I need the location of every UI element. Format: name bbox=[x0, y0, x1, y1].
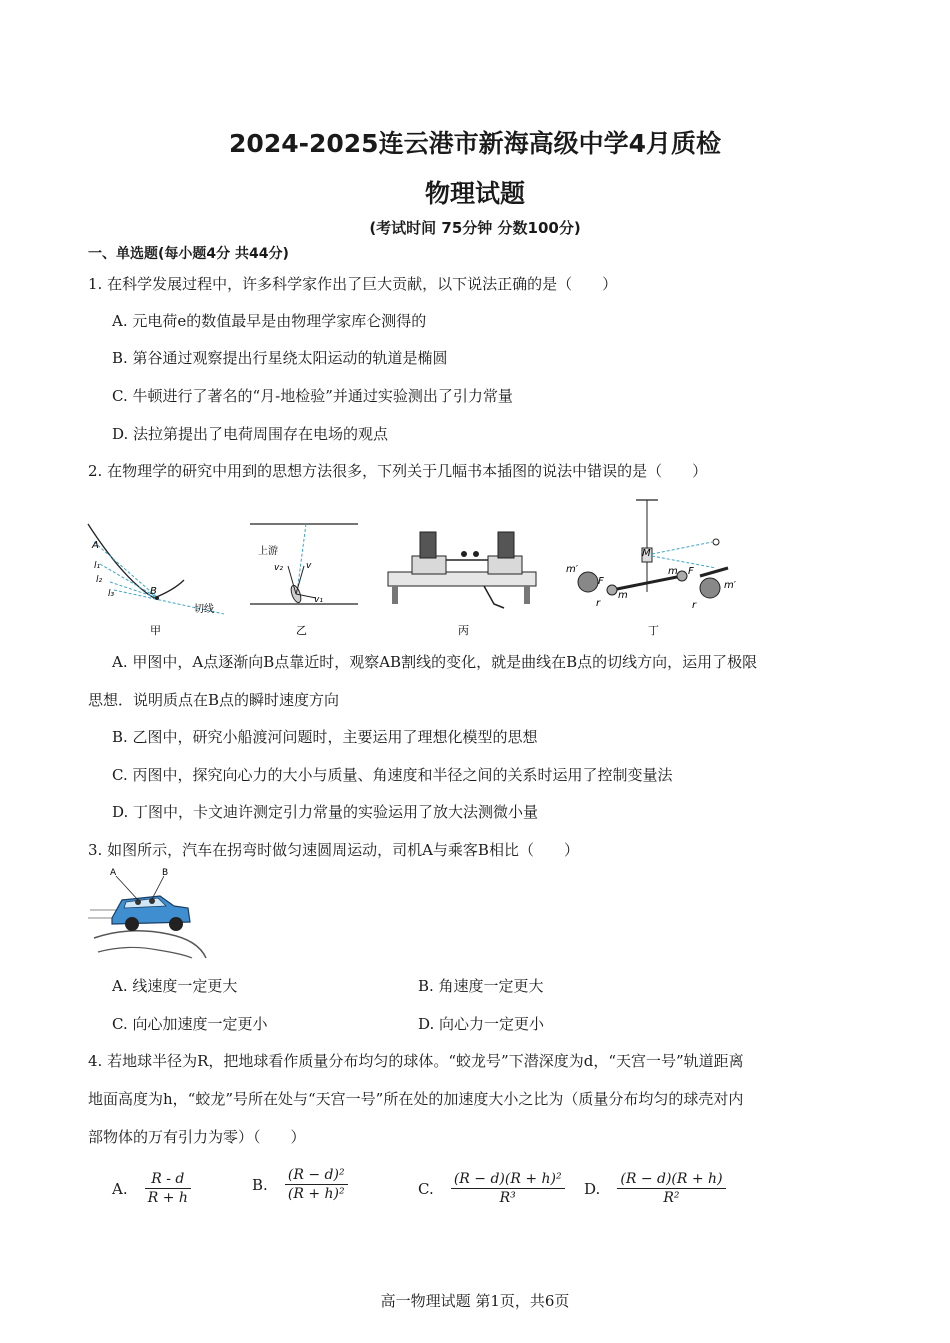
q4-option-a-denominator: R + h bbox=[147, 1190, 188, 1206]
q4-stem-line-3: 部物体的万有引力为零）（ ） bbox=[88, 1128, 306, 1146]
exam-title: 2024-2025连云港市新海高级中学4月质检 bbox=[229, 129, 721, 158]
figure-ding-caption: 丁 bbox=[648, 624, 659, 637]
q4-option-c bbox=[418, 1170, 565, 1207]
q4-option-b-fraction bbox=[285, 1166, 348, 1203]
q4-option-a-numerator: R - d bbox=[145, 1170, 191, 1189]
section-title: 一、单选题(每小题4分 共44分) bbox=[88, 246, 289, 262]
car-label-b: B bbox=[162, 868, 169, 878]
ding-label-m-prime-left: m′ bbox=[566, 564, 579, 575]
q4-option-c-fraction bbox=[451, 1170, 565, 1207]
jia-label-l3: l₃ bbox=[108, 589, 115, 599]
ding-label-r-left: r bbox=[596, 598, 601, 609]
exam-info: (考试时间 75分钟 分数100分) bbox=[369, 219, 581, 237]
q4-option-c-numerator: (R − d)(R + h)² bbox=[451, 1170, 565, 1189]
q4-option-c-label: C. bbox=[418, 1179, 434, 1198]
yi-label-v1: v₁ bbox=[314, 595, 323, 605]
q4-option-a-label: A. bbox=[112, 1179, 128, 1198]
q4-option-d-label: D. bbox=[584, 1179, 601, 1198]
q4-option-d-numerator: (R − d)(R + h) bbox=[617, 1170, 725, 1189]
ding-label-f-right: F bbox=[688, 566, 694, 577]
q1-option-b: B. 第谷通过观察提出行星绕太阳运动的轨道是椭圆 bbox=[112, 349, 448, 367]
q4-option-c-denominator: R³ bbox=[499, 1190, 516, 1206]
ding-label-f-left: F bbox=[598, 576, 604, 587]
yi-label-upstream: 上游 bbox=[258, 546, 278, 557]
q4-option-d bbox=[584, 1170, 726, 1207]
figure-car bbox=[88, 866, 210, 960]
jia-label-a: A bbox=[92, 540, 99, 551]
figure-jia-caption: 甲 bbox=[150, 624, 161, 637]
q4-option-a-fraction bbox=[145, 1170, 191, 1207]
q1-stem: 1. 在科学发展过程中，许多科学家作出了巨大贡献，以下说法正确的是（ ） bbox=[88, 275, 618, 293]
yi-label-v2: v₂ bbox=[274, 563, 283, 573]
q2-option-c: C. 丙图中，探究向心力的大小与质量、角速度和半径之间的关系时运用了控制变量法 bbox=[112, 766, 673, 784]
q1-option-d: D. 法拉第提出了电荷周围存在电场的观点 bbox=[112, 425, 389, 443]
q2-option-b: B. 乙图中，研究小船渡河问题时，主要运用了理想化模型的思想 bbox=[112, 728, 538, 746]
q3-option-c: C. 向心加速度一定更小 bbox=[112, 1015, 268, 1033]
ding-label-m-left: m bbox=[618, 590, 628, 601]
q4-option-b-label: B. bbox=[252, 1175, 268, 1194]
q4-stem-line-2: 地面高度为h，“蛟龙”号所在处与“天宫一号”所在处的加速度大小之比为（质量分布均匀的球壳对内 bbox=[88, 1090, 744, 1108]
q2-stem: 2. 在物理学的研究中用到的思想方法很多，下列关于几幅书本插图的说法中错误的是（ ） bbox=[88, 462, 708, 480]
page-footer: 高一物理试题 第1页，共6页 bbox=[380, 1292, 570, 1310]
q4-option-d-denominator: R² bbox=[663, 1190, 680, 1206]
q3-option-b: B. 角速度一定更大 bbox=[418, 977, 544, 995]
figure-jia bbox=[84, 520, 232, 642]
q4-option-a bbox=[112, 1170, 191, 1207]
jia-label-tangent: 切线 bbox=[194, 604, 214, 615]
figure-ding bbox=[560, 496, 750, 642]
q4-option-b bbox=[252, 1166, 348, 1203]
q1-option-c: C. 牛顿进行了著名的“月-地检验”并通过实验测出了引力常量 bbox=[112, 387, 513, 405]
jia-label-l2: l₂ bbox=[96, 575, 103, 585]
jia-label-b: B bbox=[150, 586, 157, 597]
figure-yi bbox=[246, 520, 362, 642]
exam-subject: 物理试题 bbox=[424, 179, 525, 208]
q3-stem: 3. 如图所示，汽车在拐弯时做匀速圆周运动，司机A与乘客B相比（ ） bbox=[88, 841, 579, 859]
q4-option-d-fraction bbox=[617, 1170, 725, 1207]
q4-option-b-denominator: (R + h)² bbox=[287, 1186, 345, 1202]
q4-option-b-numerator: (R − d)² bbox=[285, 1166, 348, 1185]
ding-label-r-right: r bbox=[692, 600, 697, 611]
ding-label-m-mirror: M bbox=[642, 548, 651, 559]
ding-label-m-prime-right: m′ bbox=[724, 580, 737, 591]
q3-option-a: A. 线速度一定更大 bbox=[112, 977, 238, 995]
figure-bing-caption: 丙 bbox=[458, 624, 469, 637]
figure-bing bbox=[384, 520, 544, 642]
figure-yi-caption: 乙 bbox=[296, 624, 307, 637]
car-label-a: A bbox=[110, 868, 117, 878]
jia-label-l1: l₁ bbox=[94, 561, 101, 571]
q1-option-a: A. 元电荷e的数值最早是由物理学家库仑测得的 bbox=[112, 312, 427, 330]
ding-label-m-right: m bbox=[668, 566, 678, 577]
q2-option-a: A. 甲图中，A点逐渐向B点靠近时，观察AB割线的变化，就是曲线在B点的切线方向，运用了极限 bbox=[112, 653, 758, 671]
q2-option-a-cont: 思想．说明质点在B点的瞬时速度方向 bbox=[88, 691, 340, 709]
q2-option-d: D. 丁图中，卡文迪许测定引力常量的实验运用了放大法测微小量 bbox=[112, 803, 539, 821]
q3-option-d: D. 向心力一定更小 bbox=[418, 1015, 545, 1033]
yi-label-v: v bbox=[306, 561, 312, 571]
q4-stem-line-1: 4. 若地球半径为R，把地球看作质量分布均匀的球体。“蛟龙号”下潜深度为d，“天宫一号”轨道距离 bbox=[88, 1052, 744, 1070]
